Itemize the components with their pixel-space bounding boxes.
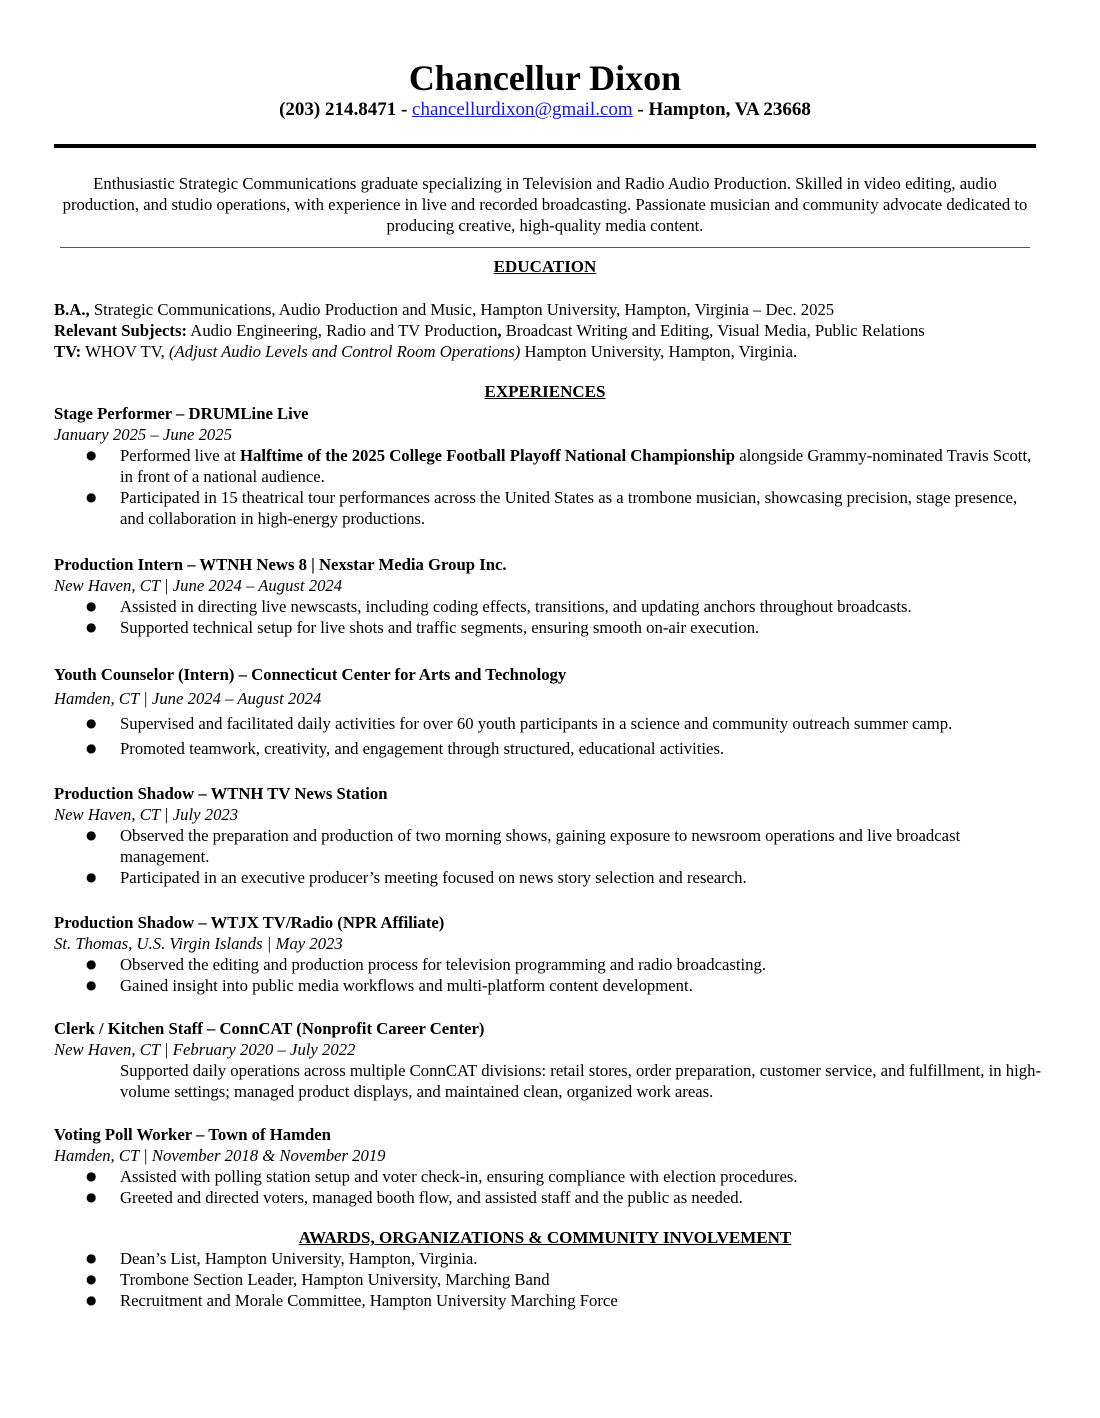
awards-section <box>54 1248 1044 1311</box>
job-title: Production Shadow – WTNH TV News Station <box>54 784 388 803</box>
profile-summary: Enthusiastic Strategic Communications graduate specializing in Television and Radio Audio Production. Skilled in video editing, audio production, and studio operations, with experience in live and recorded broadcasting. Passionate musician and community advocate dedicated to producing creative, high-quality media content. <box>62 174 1028 235</box>
job-entry <box>54 1124 1044 1208</box>
job-bullet: ● Observed the preparation and production of two morning shows, gaining exposure to newsroom operations and live broadcast management. <box>54 825 1044 867</box>
job-bullet: ● Supervised and facilitated daily activities for over 60 youth participants in a science and community outreach summer camp. <box>54 713 1044 734</box>
tv-italic: (Adjust Audio Levels and Control Room Operations) <box>169 342 521 361</box>
job-dates: St. Thomas, U.S. Virgin Islands | May 2023 <box>54 934 343 953</box>
job-dates: January 2025 – June 2025 <box>54 425 232 444</box>
phone-number: (203) 214.8471 - <box>279 99 408 120</box>
award-item: ● Trombone Section Leader, Hampton University, Marching Band <box>54 1269 1044 1290</box>
summary-divider <box>60 247 1030 248</box>
job-bullet: ● Gained insight into public media workflows and multi-platform content development. <box>54 975 1044 996</box>
tv-line <box>54 341 1044 362</box>
job-entry <box>54 1018 1044 1102</box>
job-dates: New Haven, CT | June 2024 – August 2024 <box>54 576 343 595</box>
tv-text-2: Hampton University, Hampton, Virginia. <box>520 342 798 361</box>
email-link[interactable]: chancellurdixon@gmail.com <box>412 99 633 120</box>
job-title: Production Shadow – WTJX TV/Radio (NPR Affiliate) <box>54 913 445 932</box>
job-title: Stage Performer – DRUMLine Live <box>54 404 309 423</box>
awards-heading: AWARDS, ORGANIZATIONS & COMMUNITY INVOLVEMENT <box>298 1228 792 1247</box>
job-bullet: ● Assisted in directing live newscasts, including coding effects, transitions, and updating anchors throughout broadcasts. <box>54 596 1044 617</box>
job-title: Production Intern – WTNH News 8 | Nexstar Media Group Inc. <box>54 555 507 574</box>
subjects-label: Relevant Subjects: <box>54 321 188 340</box>
job-dates: New Haven, CT | July 2023 <box>54 805 239 824</box>
job-dates: Hamden, CT | June 2024 – August 2024 <box>54 689 322 708</box>
job-title: Clerk / Kitchen Staff – ConnCAT (Nonprofit Career Center) <box>54 1019 485 1038</box>
header-divider <box>54 144 1036 148</box>
job-bullet: ● Greeted and directed voters, managed booth flow, and assisted staff and the public as needed. <box>54 1187 1044 1208</box>
candidate-name: Chancellur Dixon <box>408 58 682 98</box>
location: - Hampton, VA 23668 <box>637 99 811 120</box>
tv-text-1: WHOV TV, <box>81 342 169 361</box>
job-bullet: ● Participated in 15 theatrical tour performances across the United States as a trombone musician, showcasing precision, stage presence, and collaboration in high-energy productions. <box>54 487 1044 529</box>
contact-line <box>0 97 1090 123</box>
award-item: ● Recruitment and Morale Committee, Hampton University Marching Force <box>54 1290 1044 1311</box>
job-bullet: ● Supported technical setup for live shots and traffic segments, ensuring smooth on-air execution. <box>54 617 1044 638</box>
job-title: Youth Counselor (Intern) – Connecticut Center for Arts and Technology <box>54 665 567 684</box>
subjects-comma: , <box>497 321 502 340</box>
job-entry <box>54 664 1044 763</box>
job-bullet: ● Promoted teamwork, creativity, and engagement through structured, educational activities. <box>54 738 1044 759</box>
subjects-line <box>54 320 1044 341</box>
job-bullet: ● Participated in an executive producer’s meeting focused on news story selection and research. <box>54 867 1044 888</box>
job-bullet: ● Assisted with polling station setup and voter check-in, ensuring compliance with election procedures. <box>54 1166 1044 1187</box>
job-bullet <box>54 445 1044 487</box>
degree-text: Strategic Communications, Audio Production and Music, Hampton University, Hampton, Virginia – Dec. 2025 <box>89 300 835 319</box>
degree-line <box>54 299 1044 320</box>
tv-label: TV: <box>54 342 82 361</box>
education-section <box>54 299 1044 362</box>
job-description: Supported daily operations across multiple ConnCAT divisions: retail stores, order preparation, customer service, and fulfillment, in high-volume settings; managed product displays, and maintained clean, organized work areas. <box>120 1061 1042 1101</box>
experiences-heading: EXPERIENCES <box>484 382 606 401</box>
subjects-text-2: Broadcast Writing and Editing, Visual Media, Public Relations <box>501 321 925 340</box>
degree-label: B.A., <box>54 300 90 319</box>
job-title: Voting Poll Worker – Town of Hamden <box>54 1125 331 1144</box>
education-heading: EDUCATION <box>493 257 597 276</box>
job-entry <box>54 403 1044 529</box>
award-item: ● Dean’s List, Hampton University, Hampton, Virginia. <box>54 1248 1044 1269</box>
job-dates: New Haven, CT | February 2020 – July 2022 <box>54 1040 356 1059</box>
job-dates: Hamden, CT | November 2018 & November 2019 <box>54 1146 386 1165</box>
bullet-text: Performed live at <box>120 446 241 465</box>
bullet-bold-text: Halftime of the 2025 College Football Playoff National Championship <box>240 446 736 465</box>
job-bullet: ● Observed the editing and production process for television programming and radio broadcasting. <box>54 954 1044 975</box>
job-entry <box>54 554 1044 638</box>
subjects-text-1: Audio Engineering, Radio and TV Production <box>187 321 498 340</box>
job-entry <box>54 912 1044 996</box>
bullet-text: alongside Grammy-nominated Travis Scott, in front of a national audience. <box>120 446 1032 486</box>
job-entry <box>54 783 1044 888</box>
